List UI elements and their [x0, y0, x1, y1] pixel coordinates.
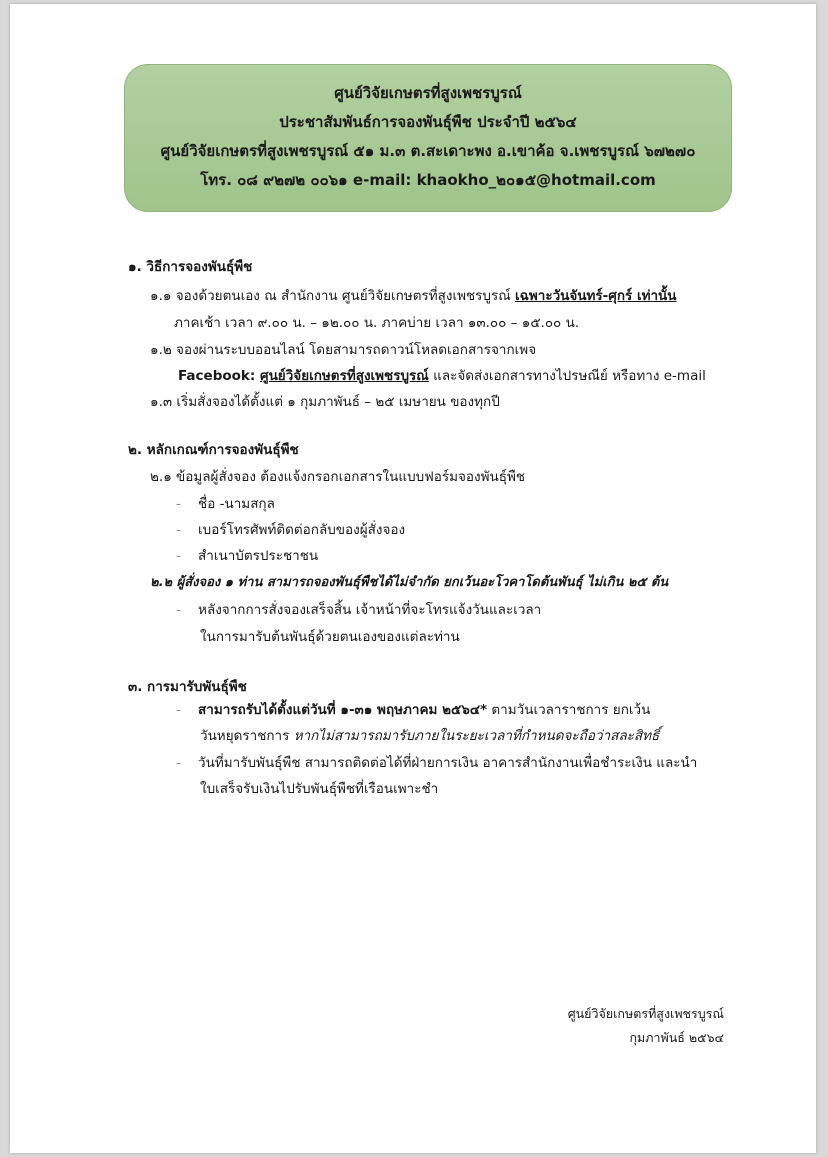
list-item: - สำเนาบัตรประชาชน — [176, 548, 319, 564]
header-title: ศูนย์วิจัยเกษตรที่สูงเพชรบูรณ์ — [334, 84, 522, 102]
section3-heading: ๓. การมารับพันธุ์พืช — [128, 679, 247, 695]
section3-item2-line1: วันที่มารับพันธุ์พืช สามารถติดต่อได้ที่ฝ่ายการเงิน อาคารสำนักงานเพื่อชำระเงิน และนำ — [198, 755, 698, 771]
section2-heading: ๒. หลักเกณฑ์การจองพันธุ์พืช — [128, 442, 299, 458]
header-address: ศูนย์วิจัยเกษตรที่สูงเพชรบูรณ์ ๕๑ ม.๓ ต.สะเดาะพง อ.เขาค้อ จ.เพชรบูรณ์ ๖๗๒๗๐ — [160, 142, 696, 160]
header-subtitle: ประชาสัมพันธ์การจองพันธุ์พืช ประจำปี ๒๕๖๔ — [279, 113, 577, 131]
list-item-text: เบอร์โทรศัพท์ติดต่อกลับของผู้สั่งจอง — [198, 522, 406, 538]
section1-item1-text: ๑.๑ จองด้วยตนเอง ณ สำนักงาน ศูนย์วิจัยเกษตรที่สูงเพชรบูรณ์ — [150, 288, 516, 304]
section3-item1-line2 — [200, 727, 659, 745]
section2-note: - หลังจากการสั่งจองเสร็จสิ้น เจ้าหน้าที่จะโทรแจ้งวันและเวลา — [176, 602, 542, 618]
section2-note-line1: หลังจากการสั่งจองเสร็จสิ้น เจ้าหน้าที่จะโทรแจ้งวันและเวลา — [198, 602, 542, 618]
signature-org: ศูนย์วิจัยเกษตรที่สูงเพชรบูรณ์ — [567, 1006, 724, 1021]
section3-item1: - สามารถรับได้ตั้งแต่วันที่ ๑-๓๑ พฤษภาคม ๒๕๖๔* ตามวันเวลาราชการ ยกเว้น — [176, 702, 651, 718]
section2-item1: ๒.๑ ข้อมูลผู้สั่งจอง ต้องแจ้งกรอกเอกสารในแบบฟอร์มจองพันธุ์พืช — [150, 469, 526, 485]
section2-note-line2: ในการมารับต้นพันธุ์ด้วยตนเองของแต่ละท่าน — [200, 629, 460, 645]
header-contact: โทร. ๐๘ ๙๒๗๒ ๐๐๖๑ e-mail: khaokho_๒๐๑๕@hotmail.com — [200, 171, 656, 189]
section1-heading: ๑. วิธีการจองพันธุ์พืช — [128, 259, 253, 275]
header-banner — [124, 64, 732, 212]
list-item-text: สำเนาบัตรประชาชน — [198, 548, 319, 564]
facebook-line-rest: และจัดส่งเอกสารทางไปรษณีย์ หรือทาง e-mail — [428, 368, 706, 384]
section3-item2-line2: ใบเสร็จรับเงินไปรับพันธุ์พืชที่เรือนเพาะชำ — [200, 781, 439, 797]
pickup-date-range: สามารถรับได้ตั้งแต่วันที่ ๑-๓๑ พฤษภาคม ๒๕๖๔* — [198, 702, 488, 718]
facebook-page-name: ศูนย์วิจัยเกษตรที่สูงเพชรบูรณ์ — [260, 368, 429, 384]
section1-item1 — [150, 287, 677, 305]
signature-date: กุมภาพันธ์ ๒๕๖๔ — [629, 1030, 724, 1045]
forfeit-warning: หากไม่สามารถมารับภายในระยะเวลาที่กำหนดจะถือว่าสละสิทธิ์ — [293, 728, 660, 744]
section1-item2: ๑.๒ จองผ่านระบบออนไลน์ โดยสามารถดาวน์โหลดเอกสารจากเพจ — [150, 342, 537, 358]
pickup-date-rest: ตามวันเวลาราชการ ยกเว้น — [487, 702, 651, 718]
list-item: - ชื่อ -นามสกุล — [176, 496, 275, 512]
holiday-text: วันหยุดราชการ — [200, 728, 294, 744]
facebook-label: Facebook: — [178, 368, 260, 384]
document-page — [10, 4, 816, 1153]
section2-item2: ๒.๒ ผู้สั่งจอง ๑ ท่าน สามารถจองพันธุ์พืชได้ไม่จำกัด ยกเว้นอะโวคาโดต้นพันธุ์ ไม่เกิน ๒๕ ต้น — [150, 575, 669, 590]
section1-office-hours: ภาคเช้า เวลา ๙.๐๐ น. – ๑๒.๐๐ น. ภาคบ่าย เวลา ๑๓.๐๐ – ๑๕.๐๐ น. — [174, 315, 580, 331]
section3-item2: - วันที่มารับพันธุ์พืช สามารถติดต่อได้ที่ฝ่ายการเงิน อาคารสำนักงานเพื่อชำระเงิน และนำ — [176, 755, 698, 771]
section1-facebook-line — [178, 367, 706, 385]
list-item: - เบอร์โทรศัพท์ติดต่อกลับของผู้สั่งจอง — [176, 522, 406, 538]
list-item-text: ชื่อ -นามสกุล — [198, 496, 275, 512]
section1-item1-emphasis: เฉพาะวันจันทร์-ศุกร์ เท่านั้น — [515, 288, 677, 304]
section1-item3: ๑.๓ เริ่มสั่งจองได้ตั้งแต่ ๑ กุมภาพันธ์ – ๒๕ เมษายน ของทุกปี — [150, 394, 500, 410]
